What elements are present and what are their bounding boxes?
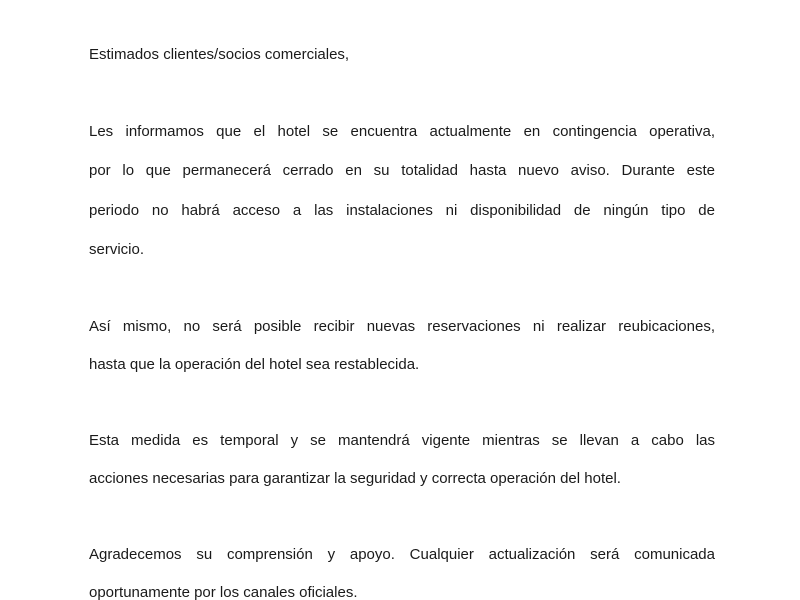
paragraph-line: Agradecemos su comprensión y apoyo. Cualquier actualización será comunicada <box>89 546 715 563</box>
paragraph-line: oportunamente por los canales oficiales. <box>89 584 358 600</box>
paragraph-line: Esta medida es temporal y se mantendrá vigente mientras se llevan a cabo las <box>89 432 715 449</box>
paragraph-line: acciones necesarias para garantizar la seguridad y correcta operación del hotel. <box>89 470 621 487</box>
paragraph-line: servicio. <box>89 241 145 258</box>
paragraph-line: Así mismo, no será posible recibir nuevas reservaciones ni realizar reubicaciones, <box>89 318 715 335</box>
letter-greeting: Estimados clientes/socios comerciales, <box>89 46 350 63</box>
paragraph-line: Les informamos que el hotel se encuentra actualmente en contingencia operativa, <box>89 123 715 140</box>
paragraph-line: periodo no habrá acceso a las instalaciones ni disponibilidad de ningún tipo de <box>89 202 715 219</box>
paragraph-line: hasta que la operación del hotel sea restablecida. <box>89 356 420 373</box>
paragraph-line: por lo que permanecerá cerrado en su totalidad hasta nuevo aviso. Durante este <box>89 162 715 179</box>
